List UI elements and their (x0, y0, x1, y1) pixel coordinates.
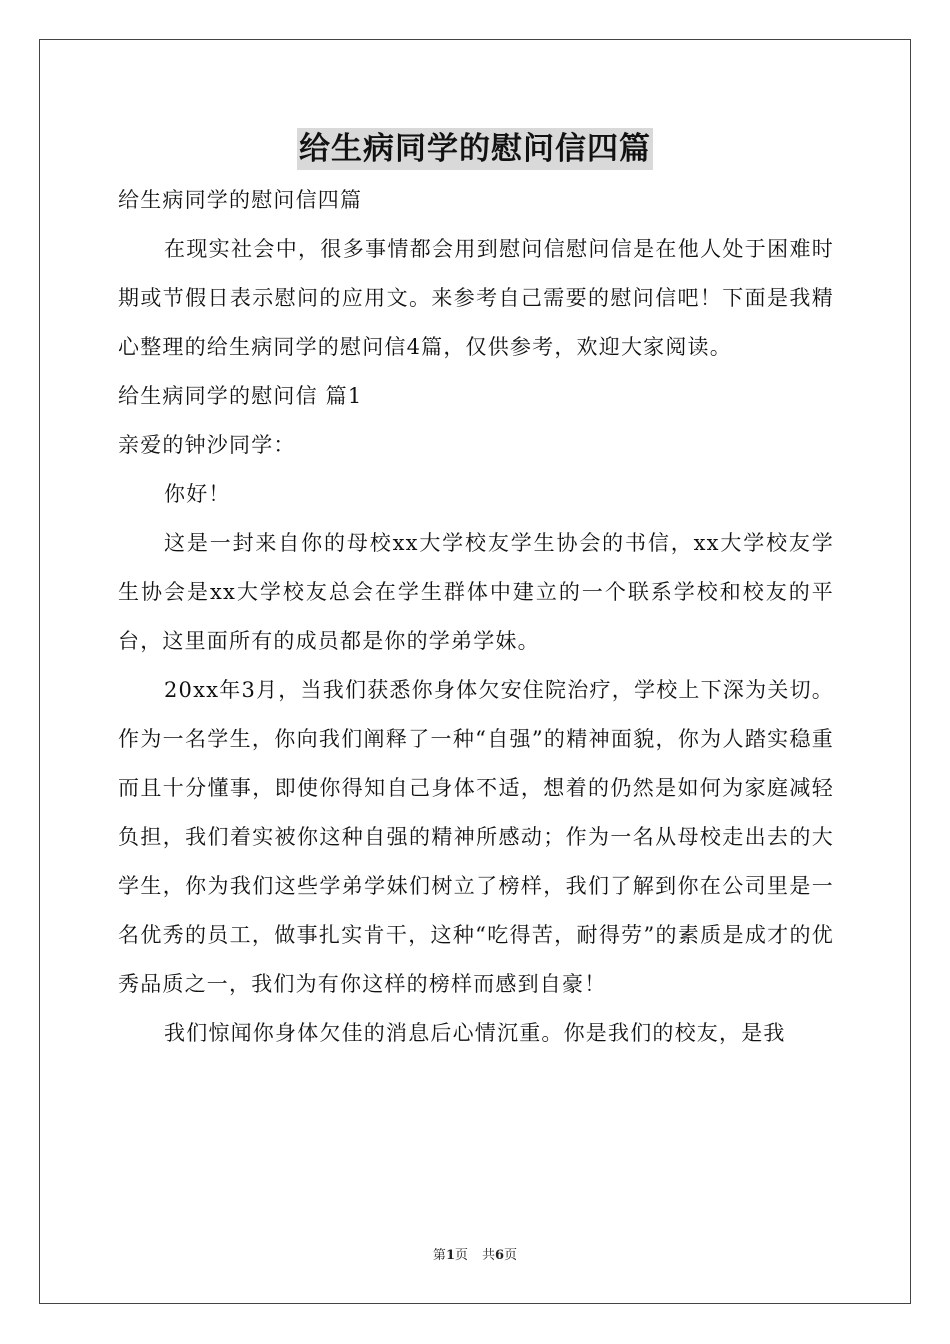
total-pages: 6 (495, 1248, 505, 1263)
total-label-suffix: 页 (504, 1248, 518, 1263)
document-body (118, 176, 834, 1058)
body-paragraph: 20xx年3月，当我们获悉你身体欠安住院治疗，学校上下深为关切。作为一名学生，你向我们阐释了一种“自强”的精神面貌，你为人踏实稳重而且十分懂事，即使你得知自己身体不适，想着的仍然是如何为家庭减轻负担，我们着实被你这种自强的精神所感动；作为一名从母校走出去的大学生，你为我们这些学弟学妹们树立了榜样，我们了解到你在公司里是一名优秀的员工，做事扎实肯干，这种“吃得苦，耐得劳”的素质是成才的优秀品质之一，我们为有你这样的榜样而感到自豪！ (118, 678, 834, 996)
page-label-prefix: 第 (432, 1248, 446, 1263)
total-label-prefix: 共 (482, 1248, 496, 1263)
body-paragraph: 这是一封来自你的母校xx大学校友学生协会的书信，xx大学校友学生协会是xx大学校友总会在学生群体中建立的一个联系学校和校友的平台，这里面所有的成员都是你的学弟学妹。 (118, 531, 834, 653)
salutation: 亲爱的钟沙同学： (118, 433, 296, 457)
page-number: 1 (445, 1248, 455, 1263)
document-subtitle: 给生病同学的慰问信四篇 (118, 188, 363, 212)
document-title: 给生病同学的慰问信四篇 (297, 128, 653, 170)
page-footer (0, 1248, 950, 1264)
section-heading: 给生病同学的慰问信 篇1 (118, 384, 363, 408)
title-block (0, 128, 950, 170)
intro-paragraph: 在现实社会中，很多事情都会用到慰问信慰问信是在他人处于困难时期或节假日表示慰问的应用文。来参考自己需要的慰问信吧！下面是我精心整理的给生病同学的慰问信4篇，仅供参考，欢迎大家阅读。 (118, 237, 834, 359)
page-label-suffix: 页 (454, 1248, 468, 1263)
body-paragraph: 我们惊闻你身体欠佳的消息后心情沉重。你是我们的校友，是我 (164, 1021, 786, 1045)
greeting: 你好！ (164, 482, 231, 506)
